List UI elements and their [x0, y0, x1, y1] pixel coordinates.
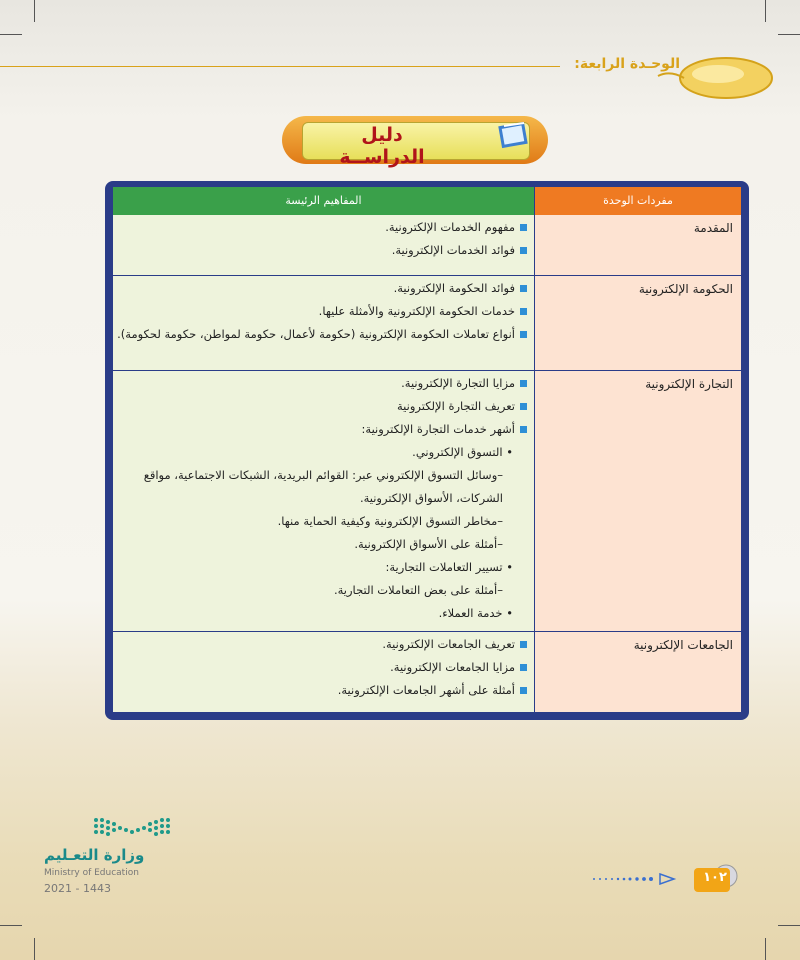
bullet-icon: [520, 380, 527, 387]
crop-mark: [0, 925, 22, 926]
bullet-icon: [520, 641, 527, 648]
row-separator: [113, 631, 741, 632]
list-item: مفهوم الخدمات الإلكترونية.: [117, 216, 527, 239]
notepad-icon: [494, 120, 534, 150]
concepts-euniversities: [117, 633, 527, 702]
list-item: فوائد الحكومة الإلكترونية.: [117, 277, 527, 300]
crop-mark: [0, 34, 22, 35]
list-item: أنواع تعاملات الحكومة الإلكترونية (حكومة لأعمال، حكومة لمواطن، حكومة لحكومة).: [117, 323, 527, 346]
page-number: ١٠٢: [703, 870, 727, 885]
list-item: أشهر خدمات التجارة الإلكترونية:: [117, 418, 527, 441]
bullet-icon: [520, 308, 527, 315]
list-item: –مخاطر التسوق الإلكترونية وكيفية الحماية منها.: [277, 514, 503, 528]
header-units: مفردات الوحدة: [535, 187, 741, 215]
study-table: [105, 181, 749, 720]
list-item: مزايا الجامعات الإلكترونية.: [117, 656, 527, 679]
crop-mark: [765, 0, 766, 22]
bullet-icon: [520, 285, 527, 292]
ministry-logo: [44, 812, 184, 902]
list-item: • التسوق الإلكتروني.: [412, 445, 513, 459]
unit-ecommerce: التجارة الإلكترونية: [645, 377, 733, 391]
page-number-badge: [692, 864, 740, 894]
crop-mark: [778, 34, 800, 35]
units-column: [535, 187, 741, 712]
badge-title: دليل الدراســة: [339, 124, 425, 168]
ministry-name-en: Ministry of Education: [44, 868, 139, 878]
row-separator: [113, 275, 741, 276]
crop-mark: [34, 0, 35, 22]
header-rule: [0, 66, 560, 67]
column-divider: [534, 187, 535, 712]
crop-mark: [765, 938, 766, 960]
list-item: • خدمة العملاء.: [438, 606, 513, 620]
crop-mark: [34, 938, 35, 960]
list-item: –أمثلة على بعض التعاملات التجارية.: [333, 583, 503, 597]
list-item: أمثلة على أشهر الجامعات الإلكترونية.: [117, 679, 527, 702]
mouse-icon: [656, 56, 776, 100]
bullet-icon: [520, 664, 527, 671]
study-guide-badge: [282, 116, 548, 168]
unit-euniversities: الجامعات الإلكترونية: [633, 638, 733, 652]
list-item: فوائد الخدمات الإلكترونية.: [117, 239, 527, 262]
list-item: –أمثلة على الأسواق الإلكترونية.: [354, 537, 503, 551]
bullet-icon: [520, 687, 527, 694]
bullet-icon: [520, 426, 527, 433]
bullet-icon: [520, 403, 527, 410]
table-body: [113, 187, 741, 712]
concepts-ecommerce: [117, 372, 527, 625]
header-concepts: المفاهيم الرئيسة: [113, 187, 534, 215]
list-item: خدمات الحكومة الإلكترونية والأمثلة عليها.: [117, 300, 527, 323]
unit-title: الوحـدة الرابعة:: [574, 56, 680, 72]
bullet-icon: [520, 247, 527, 254]
concepts-egov: [117, 277, 527, 346]
list-item: –وسائل التسوق الإلكتروني عبر: القوائم البريدية، الشبكات الاجتماعية، مواقع الشركات، الأسواق الإلكترونية.: [143, 468, 503, 505]
row-separator: [113, 370, 741, 371]
list-item: مزايا التجارة الإلكترونية.: [117, 372, 527, 395]
bullet-icon: [520, 224, 527, 231]
bullet-icon: [520, 331, 527, 338]
ministry-name-ar: وزارة التعـليم: [44, 846, 145, 864]
unit-egov: الحكومة الإلكترونية: [638, 282, 733, 296]
list-item: تعريف الجامعات الإلكترونية.: [117, 633, 527, 656]
dotted-arrow-icon: [590, 873, 680, 885]
crop-mark: [778, 925, 800, 926]
ministry-emblem-icon: [86, 812, 182, 846]
concepts-intro: [117, 216, 527, 262]
list-item: تعريف التجارة الإلكترونية: [117, 395, 527, 418]
edition-year: 2021 - 1443: [44, 882, 111, 895]
unit-intro: المقدمة: [693, 221, 733, 235]
list-item: • تسيير التعاملات التجارية:: [385, 560, 513, 574]
